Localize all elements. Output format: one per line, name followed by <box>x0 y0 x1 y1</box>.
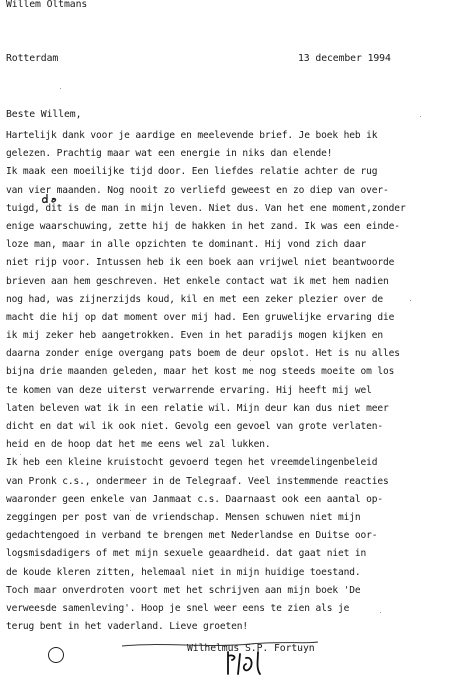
body-line: de koude kleren zitten, helemaal niet in mijn huidige toestand. <box>6 566 361 578</box>
body-line: niet rijp voor. Intussen heb ik een boek aan vrijwel niet beantwoorde <box>6 257 395 269</box>
body-line: bijna drie maanden geleden, maar het kost me nog steeds moeite om los <box>6 366 395 378</box>
body-line: Hartelijk dank voor je aardige en meelevende brief. Je boek heb ik <box>6 130 378 141</box>
body-line: nog had, was zijnerzijds koud, kil en met een zeker plezier over de <box>6 293 384 305</box>
body-line: verweesde samenleving'. Hoop je snel weer eens te zien als je <box>6 602 350 614</box>
letter-place: Rotterdam <box>6 53 59 64</box>
body-line: waaronder geen enkele van Janmaat c.s. Daarnaast ook een aantal op- <box>6 493 384 505</box>
body-line: daarna zonder enige overgang pats boem de deur opslot. Het is nu alles <box>6 348 400 360</box>
letter-body <box>6 127 446 636</box>
body-line: gedachtengoed in verband te brengen met Nederlandse en Duitse oor- <box>6 530 378 542</box>
body-line: van vier maanden. Nog nooit zo verliefd geweest en zo diep van over- <box>6 184 389 196</box>
salutation: Beste Willem, <box>6 109 82 120</box>
body-line: logsmisdadigers of met mijn sexuele geaardheid. dat gaat niet in <box>6 548 367 560</box>
body-line: Ik heb een kleine kruistocht gevoerd tegen het vreemdelingenbeleid <box>6 457 378 469</box>
circle-mark <box>48 647 64 663</box>
body-line: van Pronk c.s., ondermeer in de Telegraaf. Veel instemmende reacties <box>6 475 389 487</box>
body-line: terug bent in het vaderland. Lieve groeten! <box>6 621 248 633</box>
body-line: te komen van deze uiterst verwarrende ervaring. Hij heeft mij wel <box>6 384 372 396</box>
closing-name: Wilhelmus S.P. Fortuyn <box>187 643 315 654</box>
body-line: loze man, maar in alle opzichten te dominant. Hij vond zich daar <box>6 239 367 251</box>
body-line: gelezen. Prachtig maar wat een energie in niks dan elende! <box>6 148 333 160</box>
body-line: macht die hij op dat moment over mij had. Een gruwelijke ervaring die <box>6 311 395 323</box>
body-line: heid en de hoop dat het me eens wel zal lukken. <box>6 439 271 451</box>
letter-date: 13 december 1994 <box>298 53 391 64</box>
body-line: Ik maak een moeilijke tijd door. Een liefdes relatie achter de rug <box>6 166 378 178</box>
sender-name: Willem Oltmans <box>6 0 88 10</box>
body-line: laten beleven wat ik in een relatie wil. Mijn deur kan dus niet meer <box>6 402 389 414</box>
body-line: dicht en dat wil ik ook niet. Gevolg een gevoel van grote verlaten- <box>6 421 384 432</box>
body-line: enige waarschuwing, zette hij de hakken in het zand. Ik was een einde- <box>6 220 400 232</box>
body-line: ik mij zeker heb aangetrokken. Even in het paradijs mogen kijken en <box>6 330 384 342</box>
body-line: Toch maar onverdroten voort met het schrijven aan mijn boek 'De <box>6 584 361 596</box>
body-line: zeggingen per post van de vriendschap. Mensen schuwen niet mijn <box>6 511 361 523</box>
body-line: brieven aan hem geschreven. Het enkele contact wat ik met hem nadien <box>6 275 389 287</box>
body-line: tuigd, dit is de man in mijn leven. Niet dus. Van het ene moment,zonder <box>6 202 406 214</box>
